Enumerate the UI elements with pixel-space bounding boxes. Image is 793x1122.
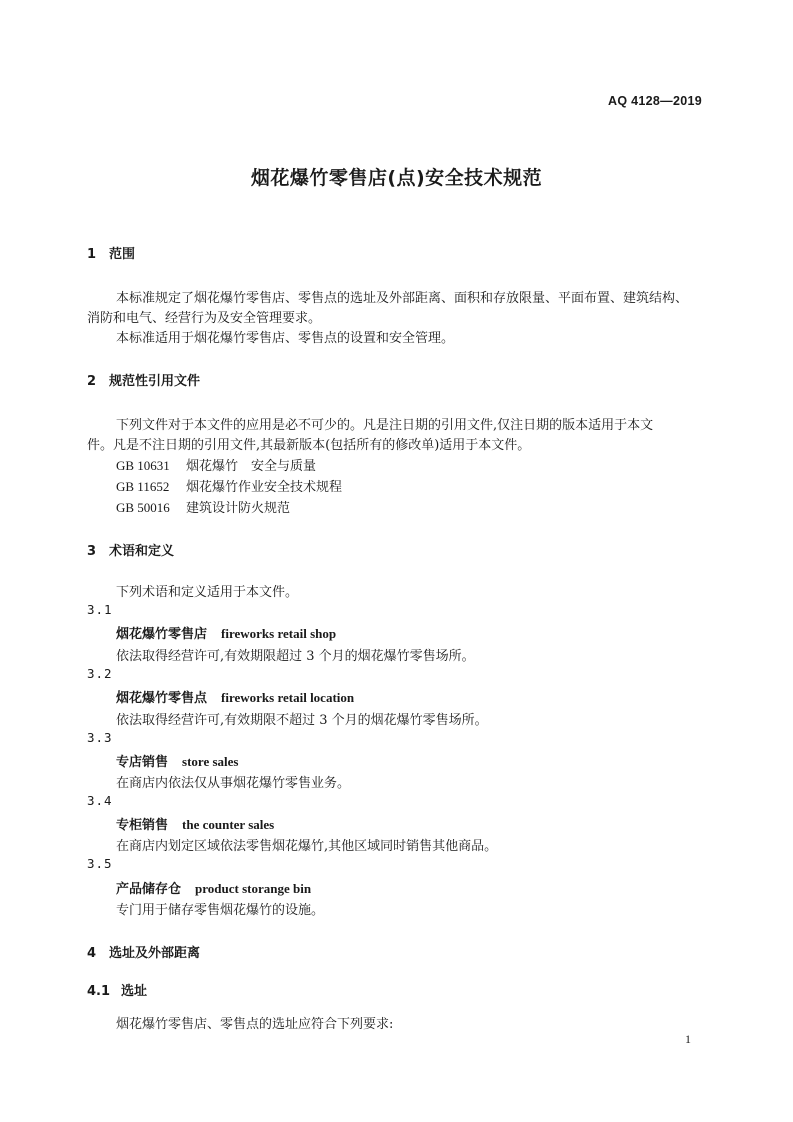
- term-zh: 专柜销售: [116, 818, 169, 833]
- term-zh: 烟花爆竹零售店: [116, 627, 208, 642]
- section-title: 规范性引用文件: [109, 374, 201, 389]
- term-number: 3.1: [87, 602, 113, 617]
- ref-title: 烟花爆竹 安全与质量: [186, 459, 317, 474]
- normative-ref: [116, 455, 316, 474]
- term-en: the counter sales: [182, 817, 275, 832]
- term-number: 3.2: [87, 666, 113, 681]
- terms-intro: 下列术语和定义适用于本文件。: [116, 585, 299, 600]
- term-number: 3.3: [87, 730, 113, 745]
- section-number: 4: [87, 946, 97, 961]
- term-number: 3.5: [87, 856, 113, 871]
- section-number: 3: [87, 544, 97, 559]
- ref-code: GB 11652: [116, 479, 170, 494]
- term-en: fireworks retail location: [221, 690, 355, 705]
- term-heading: [116, 814, 274, 833]
- term-definition: 专门用于储存零售烟花爆竹的设施。: [116, 903, 325, 918]
- normative-ref: [116, 497, 290, 516]
- ref-title: 烟花爆竹作业安全技术规程: [186, 480, 343, 495]
- subsection-number: 4.1: [87, 984, 111, 999]
- standard-code: AQ 4128—2019: [608, 94, 702, 108]
- section-number: 1: [87, 247, 97, 262]
- page-number: 1: [685, 1032, 691, 1046]
- ref-code: GB 10631: [116, 458, 170, 473]
- term-heading: [116, 878, 311, 897]
- section-4-heading: [87, 942, 200, 961]
- term-definition: 在商店内划定区域依法零售烟花爆竹,其他区域同时销售其他商品。: [116, 839, 498, 854]
- term-definition: 依法取得经营许可,有效期限不超过 3 个月的烟花爆竹零售场所。: [116, 713, 488, 728]
- term-definition: 依法取得经营许可,有效期限超过 3 个月的烟花爆竹零售场所。: [116, 649, 475, 664]
- normative-intro: 下列文件对于本文件的应用是必不可少的。凡是注日期的引用文件,仅注日期的版本适用于本文: [116, 418, 654, 433]
- section-3-heading: [87, 540, 174, 559]
- section-title: 范围: [109, 247, 136, 262]
- section-number: 2: [87, 374, 97, 389]
- scope-paragraph-2: 本标准适用于烟花爆竹零售店、零售点的设置和安全管理。: [116, 331, 455, 346]
- siting-paragraph: 烟花爆竹零售店、零售点的选址应符合下列要求:: [116, 1017, 394, 1032]
- scope-paragraph-1: 本标准规定了烟花爆竹零售店、零售点的选址及外部距离、面积和存放限量、平面布置、建筑结构、: [116, 291, 689, 306]
- section-title: 选址及外部距离: [109, 946, 201, 961]
- section-1-heading: [87, 243, 135, 262]
- term-heading: [116, 751, 238, 770]
- term-en: store sales: [182, 754, 239, 769]
- normative-intro-cont: 件。凡是不注日期的引用文件,其最新版本(包括所有的修改单)适用于本文件。: [87, 438, 531, 453]
- term-zh: 产品储存仓: [116, 882, 182, 897]
- term-en: product storange bin: [195, 881, 312, 896]
- term-heading: [116, 623, 336, 642]
- normative-ref: [116, 476, 342, 495]
- term-definition: 在商店内依法仅从事烟花爆竹零售业务。: [116, 776, 351, 791]
- section-title: 术语和定义: [109, 544, 175, 559]
- term-number: 3.4: [87, 793, 113, 808]
- subsection-title: 选址: [121, 984, 148, 999]
- term-heading: [116, 687, 354, 706]
- term-en: fireworks retail shop: [221, 626, 337, 641]
- section-2-heading: [87, 370, 200, 389]
- term-zh: 专店销售: [116, 755, 169, 770]
- subsection-4-1-heading: [87, 980, 147, 999]
- scope-paragraph-1-cont: 消防和电气、经营行为及安全管理要求。: [87, 311, 322, 326]
- term-zh: 烟花爆竹零售点: [116, 691, 208, 706]
- ref-code: GB 50016: [116, 500, 170, 515]
- ref-title: 建筑设计防火规范: [186, 501, 291, 516]
- document-title: 烟花爆竹零售店(点)安全技术规范: [250, 167, 543, 189]
